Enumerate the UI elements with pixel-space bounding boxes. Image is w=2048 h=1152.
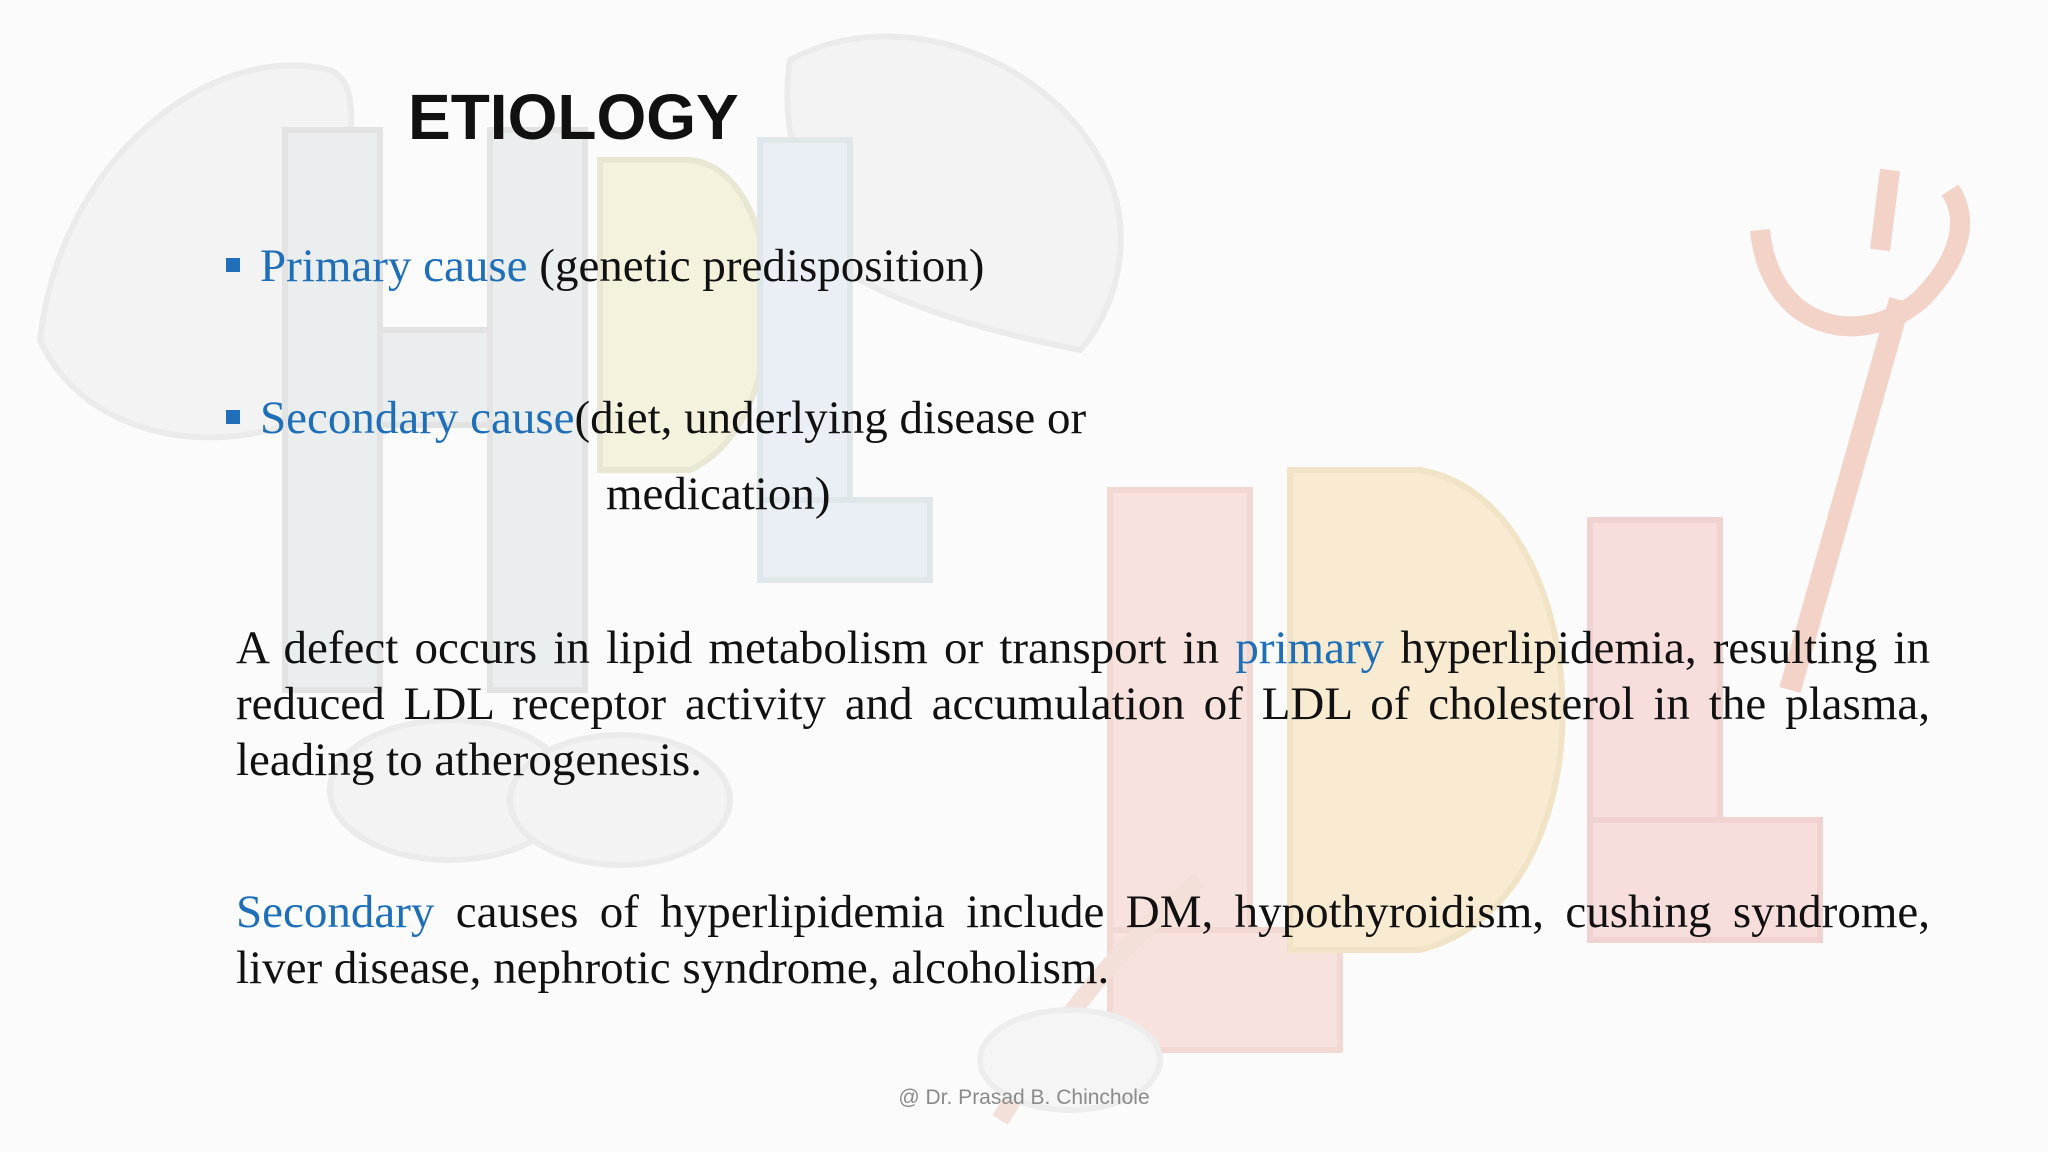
bullet-highlight: Primary cause	[260, 240, 528, 292]
bullet-body: (genetic predisposition)	[527, 240, 985, 292]
paragraph-text-end: hyperlipidemia, resulting in reduced LDL receptor activity and accumulation of LDL of cholesterol in the plasma, leading to atherogenesis.	[236, 622, 1931, 786]
paragraph-primary	[236, 620, 1930, 788]
slide-title: ETIOLOGY	[408, 81, 739, 153]
square-bullet-icon	[226, 258, 240, 272]
bullet-text	[260, 228, 984, 304]
bullet-body: (diet, underlying disease or	[574, 392, 1087, 444]
bullet-secondary-cause	[226, 380, 1086, 532]
bullet-continuation: medication)	[606, 468, 831, 520]
footer-credit: @ Dr. Prasad B. Chinchole	[898, 1086, 1150, 1109]
paragraph-secondary	[236, 884, 1930, 996]
paragraph-text-end: causes of hyperlipidemia include DM, hypothyroidism, cushing syndrome, liver disease, nephrotic syndrome, alcoholism.	[236, 886, 1930, 994]
square-bullet-icon	[226, 410, 240, 424]
bullet-primary-cause	[226, 228, 984, 304]
bullet-text	[260, 380, 1086, 532]
paragraph-highlight: Secondary	[236, 886, 435, 938]
paragraph-text-start: A defect occurs in lipid metabolism or transport in	[236, 622, 1236, 674]
paragraph-highlight: primary	[1235, 622, 1385, 674]
bullet-highlight: Secondary cause	[260, 392, 575, 444]
